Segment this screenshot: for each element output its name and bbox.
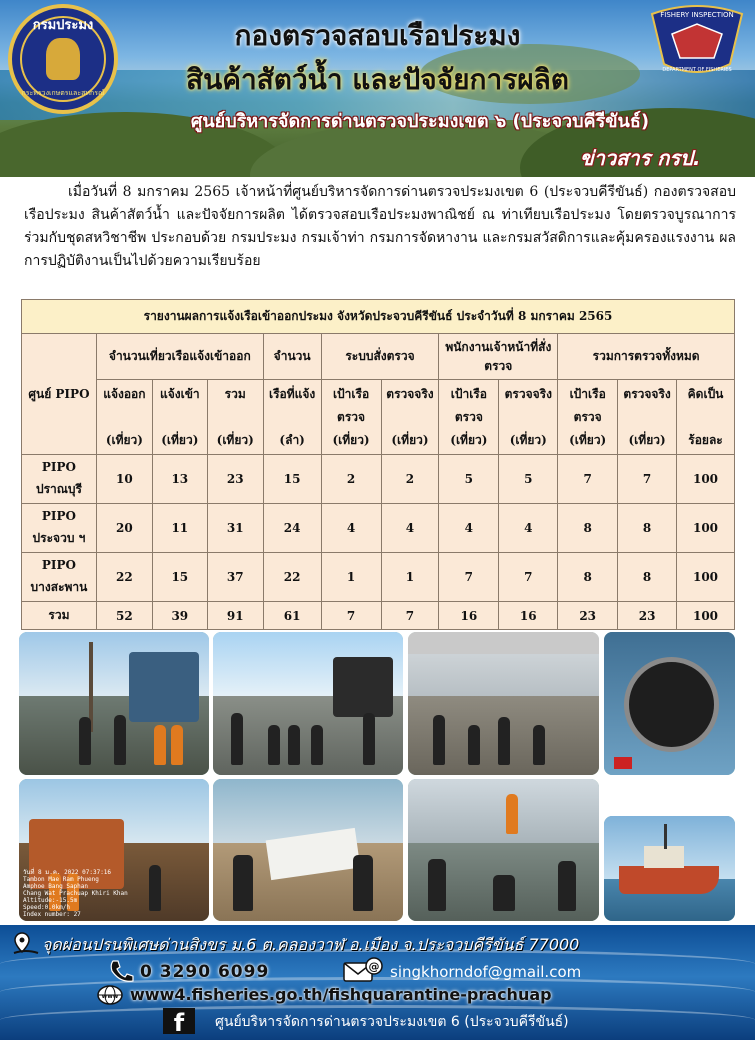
footer-address: จุดผ่อนปรนพิเศษด่านสิงขร ม.6 ต.คลองวาฬ อ.เมือง จ.ประจวบคีรีขันธ์ 77000	[42, 935, 580, 954]
table-cell: 7	[558, 455, 618, 504]
header-banner	[0, 0, 755, 177]
total-cell: 91	[207, 602, 263, 630]
email-icon	[342, 957, 384, 983]
total-cell: 39	[152, 602, 207, 630]
table-cell: 13	[152, 455, 207, 504]
table-row	[22, 504, 735, 553]
globe-icon	[96, 984, 124, 1006]
footer-center-name: ศูนย์บริหารจัดการด่านตรวจประมงเขต 6 (ประจวบคีรีขันธ์)	[215, 1014, 569, 1030]
table-caption: รายงานผลการแจ้งเรือเข้าออกประมง จังหวัดประจวบคีรีขันธ์ ประจำวันที่ 8 มกราคม 2565	[22, 300, 735, 334]
svg-text:f: f	[173, 1009, 185, 1035]
table-cell: 4	[439, 504, 499, 553]
logo-right-top-text: FISHERY INSPECTION	[660, 11, 734, 19]
svg-text:@: @	[368, 960, 380, 973]
header-total-group: รวมการตรวจทั้งหมด	[558, 334, 735, 380]
table-cell: 10	[96, 455, 152, 504]
row-center-name: PIPO ปราณบุรี	[22, 455, 97, 504]
table-cell: 8	[618, 553, 677, 602]
header-system-group: ระบบสั่งตรวจ	[321, 334, 439, 380]
header-out: แจ้งออก (เที่ยว)	[96, 380, 152, 455]
table-cell: 7	[618, 455, 677, 504]
news-paragraph-text: เมื่อวันที่ 8 มกราคม 2565 เจ้าหน้าที่ศูนย์บริหารจัดการด่านตรวจประมงเขต 6 (ประจวบคีรีขันธ์) กองตรวจสอบเรือประมง สินค้าสัตว์น้ำ และปัจจัยการผลิต ได้ตรวจสอบเรือประมงพาณิชย์ ณ ท่าเทียบเรือประมง โดยตรวจบูรณาการร่วมกับชุดสหวิชาชีพ ประกอบด้วย กรมประมง กรมเจ้าท่า กรมการจัดหางาน และกรมสวัสดิการและคุ้มครองแรงงาน ผลการปฏิบัติงานเป็นไปด้วยความเรียบร้อย	[24, 184, 736, 269]
table-cell: 5	[499, 455, 558, 504]
facebook-icon[interactable]	[162, 1007, 196, 1035]
row-center-name: PIPO บางสะพาน	[22, 553, 97, 602]
total-cell: 7	[321, 602, 381, 630]
header-boats: เรือที่แจ้ง (ลำ)	[263, 380, 321, 455]
table-cell: 8	[618, 504, 677, 553]
location-pin-icon	[12, 931, 40, 955]
header-sum: รวม (เที่ยว)	[207, 380, 263, 455]
photo-pier-inspection	[19, 632, 209, 775]
total-cell: 23	[558, 602, 618, 630]
table-total-row	[22, 602, 735, 630]
total-cell: 52	[96, 602, 152, 630]
table-cell: 22	[263, 553, 321, 602]
header-percent: คิดเป็น ร้อยละ	[677, 380, 735, 455]
title-line-2: สินค้าสัตว์น้ำ และปัจจัยการผลิต	[186, 63, 569, 96]
table-cell: 1	[381, 553, 439, 602]
news-tag: ข่าวสาร กรป.	[580, 146, 701, 170]
header-total-target: เป้าเรือตรวจ (เที่ยว)	[558, 380, 618, 455]
table-cell: 5	[439, 455, 499, 504]
report-table	[21, 299, 735, 630]
footer-contact	[0, 925, 755, 1040]
photo-fishing-boat	[604, 816, 735, 921]
news-paragraph	[24, 181, 736, 273]
footer-website[interactable]: www4.fisheries.go.th/fishquarantine-prachuap	[130, 985, 552, 1004]
header-center: ศูนย์ PIPO	[22, 334, 97, 455]
total-label: รวม	[22, 602, 97, 630]
header-count-group: จำนวน	[263, 334, 321, 380]
table-cell: 20	[96, 504, 152, 553]
header-system-target: เป้าเรือตรวจ (เที่ยว)	[321, 380, 381, 455]
photo-checkpoint-group	[213, 632, 403, 775]
table-cell: 37	[207, 553, 263, 602]
table-cell: 22	[96, 553, 152, 602]
table-cell: 23	[207, 455, 263, 504]
svg-text:www: www	[101, 993, 119, 1000]
row-center-name: PIPO ประจวบ ฯ	[22, 504, 97, 553]
photo-crew-briefing	[408, 779, 599, 921]
table-cell: 7	[439, 553, 499, 602]
table-cell: 24	[263, 504, 321, 553]
total-cell: 61	[263, 602, 321, 630]
header-officer-target: เป้าเรือตรวจ (เที่ยว)	[439, 380, 499, 455]
photo-shed-meeting	[408, 632, 599, 775]
phone-icon	[108, 959, 134, 983]
photo-timestamp: วันที่ 8 ม.ค. 2022 07:37:16 Tambon Mae Ram Phueng Amphoe Bang Saphan Chang Wat Prachuap Khiri Khan Altitude:-15.5m Speed:0.0km/h Index number: 27	[23, 869, 128, 918]
table-cell: 100	[677, 553, 735, 602]
total-cell: 23	[618, 602, 677, 630]
photo-boat-crew	[19, 779, 209, 921]
footer-phone[interactable]: 0 3290 6099	[140, 962, 270, 982]
table-cell: 8	[558, 504, 618, 553]
title-line-1: กองตรวจสอบเรือประมง	[234, 19, 521, 52]
table-cell: 4	[321, 504, 381, 553]
table-cell: 2	[381, 455, 439, 504]
total-cell: 16	[439, 602, 499, 630]
table-cell: 8	[558, 553, 618, 602]
total-cell: 7	[381, 602, 439, 630]
table-cell: 31	[207, 504, 263, 553]
header-officer-actual: ตรวจจริง (เที่ยว)	[499, 380, 558, 455]
table-cell: 2	[321, 455, 381, 504]
header-total-actual: ตรวจจริง (เที่ยว)	[618, 380, 677, 455]
table-cell: 15	[152, 553, 207, 602]
table-cell: 4	[499, 504, 558, 553]
table-row	[22, 455, 735, 504]
photo-vms-device	[604, 632, 735, 775]
table-cell: 100	[677, 455, 735, 504]
total-cell: 100	[677, 602, 735, 630]
logo-right-bottom-text: DEPARTMENT OF FISHERIES	[662, 67, 732, 73]
table-cell: 1	[321, 553, 381, 602]
logo-left-bottom-text: กระทรวงเกษตรและสหกรณ์	[21, 89, 105, 97]
header-officer-group: พนักงานเจ้าหน้าที่สั่งตรวจ	[439, 334, 558, 380]
subtitle: ศูนย์บริหารจัดการด่านตรวจประมงเขต ๖ (ประจวบคีรีขันธ์)	[190, 111, 650, 132]
table-cell: 7	[499, 553, 558, 602]
header-notify-group: จำนวนเที่ยวเรือแจ้งเข้าออก	[96, 334, 263, 380]
logo-left-top-text: กรมประมง	[32, 18, 94, 33]
table-cell: 11	[152, 504, 207, 553]
header-in: แจ้งเข้า (เที่ยว)	[152, 380, 207, 455]
photo-document-check	[213, 779, 403, 921]
footer-email[interactable]: singkhorndof@gmail.com	[390, 963, 582, 981]
table-cell: 15	[263, 455, 321, 504]
table-row	[22, 553, 735, 602]
header-system-actual: ตรวจจริง (เที่ยว)	[381, 380, 439, 455]
total-cell: 16	[499, 602, 558, 630]
table-cell: 4	[381, 504, 439, 553]
table-cell: 100	[677, 504, 735, 553]
